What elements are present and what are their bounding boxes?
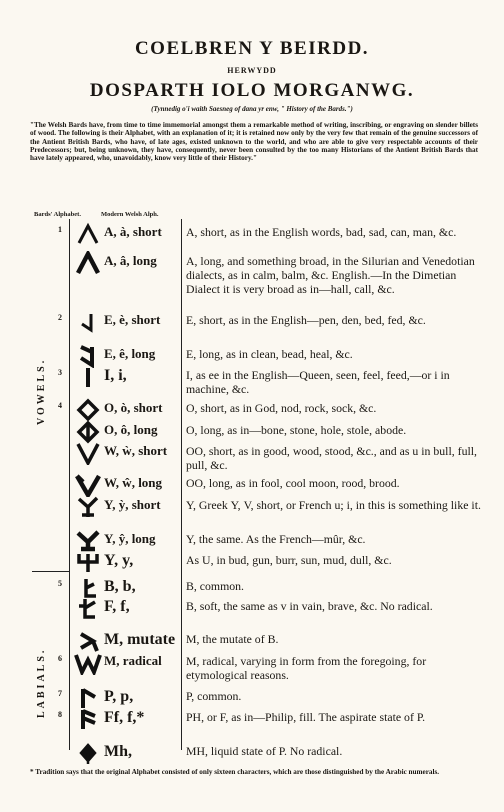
pronunciation-description: PH, or F, as in—Philip, fill. The aspirate state of P. [186, 710, 426, 724]
pronunciation-description: OO, long, as in fool, cool moon, rood, brood. [186, 476, 400, 490]
pronunciation-description: E, long, as in clean, bead, heal, &c. [186, 347, 353, 361]
row-number: 7 [58, 689, 62, 698]
pronunciation-description: M, radical, varying in form from the foregoing, for etymological reasons. [186, 654, 427, 682]
row-number: 3 [58, 368, 62, 377]
modern-letter: Mh, [104, 743, 132, 760]
source-note: (Tynnedig o'i waith Saesneg of dana yr enw, " History of the Bards.") [151, 105, 353, 113]
pronunciation-description: Y, the same. As the French—mûr, &c. [186, 532, 366, 546]
vee-icon [73, 441, 103, 465]
row-number: 5 [58, 579, 62, 588]
caret-bold-icon [73, 251, 103, 275]
m-mutate-icon [73, 629, 103, 653]
pronunciation-description: A, short, as in the English words, bad, sad, can, man, &c. [186, 225, 457, 239]
modern-letter: F, f, [104, 598, 130, 615]
pronunciation-description: As U, in bud, gun, burr, sun, mud, dull, &c. [186, 553, 392, 567]
row-number: 6 [58, 654, 62, 663]
modern-letter: W, ẁ, short [104, 443, 168, 458]
modern-letter: Y, y, [104, 552, 134, 569]
diamond-icon [73, 398, 103, 422]
row-number: 8 [58, 710, 62, 719]
labials-group-label: LABIALS. [36, 647, 47, 718]
modern-letter: M, mutate [104, 631, 176, 648]
l-mark-bar-icon [73, 596, 103, 620]
pronunciation-description: A, long, and something broad, in the Silurian and Venedotian dialects, as in calm, balm, &c. English.—In the Dimetian Dialect it is very broad as in—hall, call, &c. [186, 254, 475, 296]
pronunciation-description: MH, liquid state of P. No radical. [186, 744, 343, 758]
pronunciation-description: O, short, as in God, nod, rock, sock, &c. [186, 401, 377, 415]
pronunciation-description: Y, Greek Υ, V, short, or French u; i, in this is something like it. [186, 498, 481, 512]
row-number: 2 [58, 313, 62, 322]
pronunciation-description: OO, short, as in good, wood, stood, &c., and as u in bull, full, pull, &c. [186, 444, 477, 472]
w-mark-icon [73, 651, 103, 675]
pronunciation-description: O, long, as in—bone, stone, hole, stole, abode. [186, 423, 407, 437]
pronunciation-description: E, short, as in the English—pen, den, bed, fed, &c. [186, 313, 426, 327]
modern-letter: M, radical [104, 653, 162, 668]
subtitle: HERWYDD [227, 66, 277, 75]
pronunciation-description: B, common. [186, 579, 244, 593]
modern-letter: W, ŵ, long [104, 475, 163, 490]
modern-letter: P, p, [104, 688, 134, 705]
pronunciation-description: P, common. [186, 689, 242, 703]
flag-double-icon [73, 707, 103, 731]
modern-letter: E, è, short [104, 312, 161, 327]
modern-letter: O, ò, short [104, 400, 163, 415]
modern-letter: A, à, short [104, 224, 162, 239]
modern-letter: E, ê, long [104, 346, 156, 361]
modern-letter: B, b, [104, 578, 136, 595]
hook-icon [73, 310, 103, 334]
row-number: 4 [58, 401, 62, 410]
modern-letter: I, i, [104, 367, 127, 384]
bar-icon [73, 365, 103, 389]
row-number: 1 [58, 225, 62, 234]
page-title: COELBREN Y BEIRDD. [134, 38, 370, 59]
vee-bold-icon [73, 473, 103, 497]
modern-letter: Y, ŷ, long [104, 531, 156, 546]
vowels-group-label: VOWELS. [36, 357, 47, 425]
group-separator [32, 571, 70, 572]
bards-alphabet-header: Bards' Alphabet. [34, 211, 81, 218]
footnote: * Tradition says that the original Alphabet consisted of only sixteen characters, which are those distinguished by the Arabic numerals. [30, 768, 440, 776]
secondary-title: DOSPARTH IOLO MORGANWG. [89, 80, 415, 101]
pronunciation-description: B, soft, the same as v in vain, brave, &c. No radical. [186, 599, 433, 613]
pronunciation-description: M, the mutate of B. [186, 632, 279, 646]
modern-letter: Ff, f,* [104, 709, 145, 726]
pronunciation-description: I, as ee in the English—Queen, seen, feel, feed,—or i in machine, &c. [186, 368, 450, 396]
modern-letter: A, â, long [104, 253, 157, 268]
modern-letter: O, ô, long [104, 422, 158, 437]
modern-alphabet-header: Modern Welsh Alph. [101, 211, 159, 218]
caret-icon [73, 222, 103, 246]
modern-letter: Y, ỳ, short [104, 497, 161, 512]
intro-paragraph: "The Welsh Bards have, from time to time immemorial amongst them a remarkable method of writing, inscribing, or engraving on slender billets of wood. The following is their Alphabet, with an explanation of it; it is retained now only by the very few that remain of the genuine successors of the Antient British Bards, who have, of late ages, existed unknown to the world, and who are able to give very respectable accounts of their Predecessors; but, being unknown, they have, consequently, never been consulted by the too many Historians of the Antient British Bards that have lately appeared, who, unavoidably, know very little of their History." [30, 121, 478, 163]
y-mark-icon [73, 495, 103, 519]
trident-icon [73, 550, 103, 574]
flag-diamond-icon [73, 741, 103, 765]
